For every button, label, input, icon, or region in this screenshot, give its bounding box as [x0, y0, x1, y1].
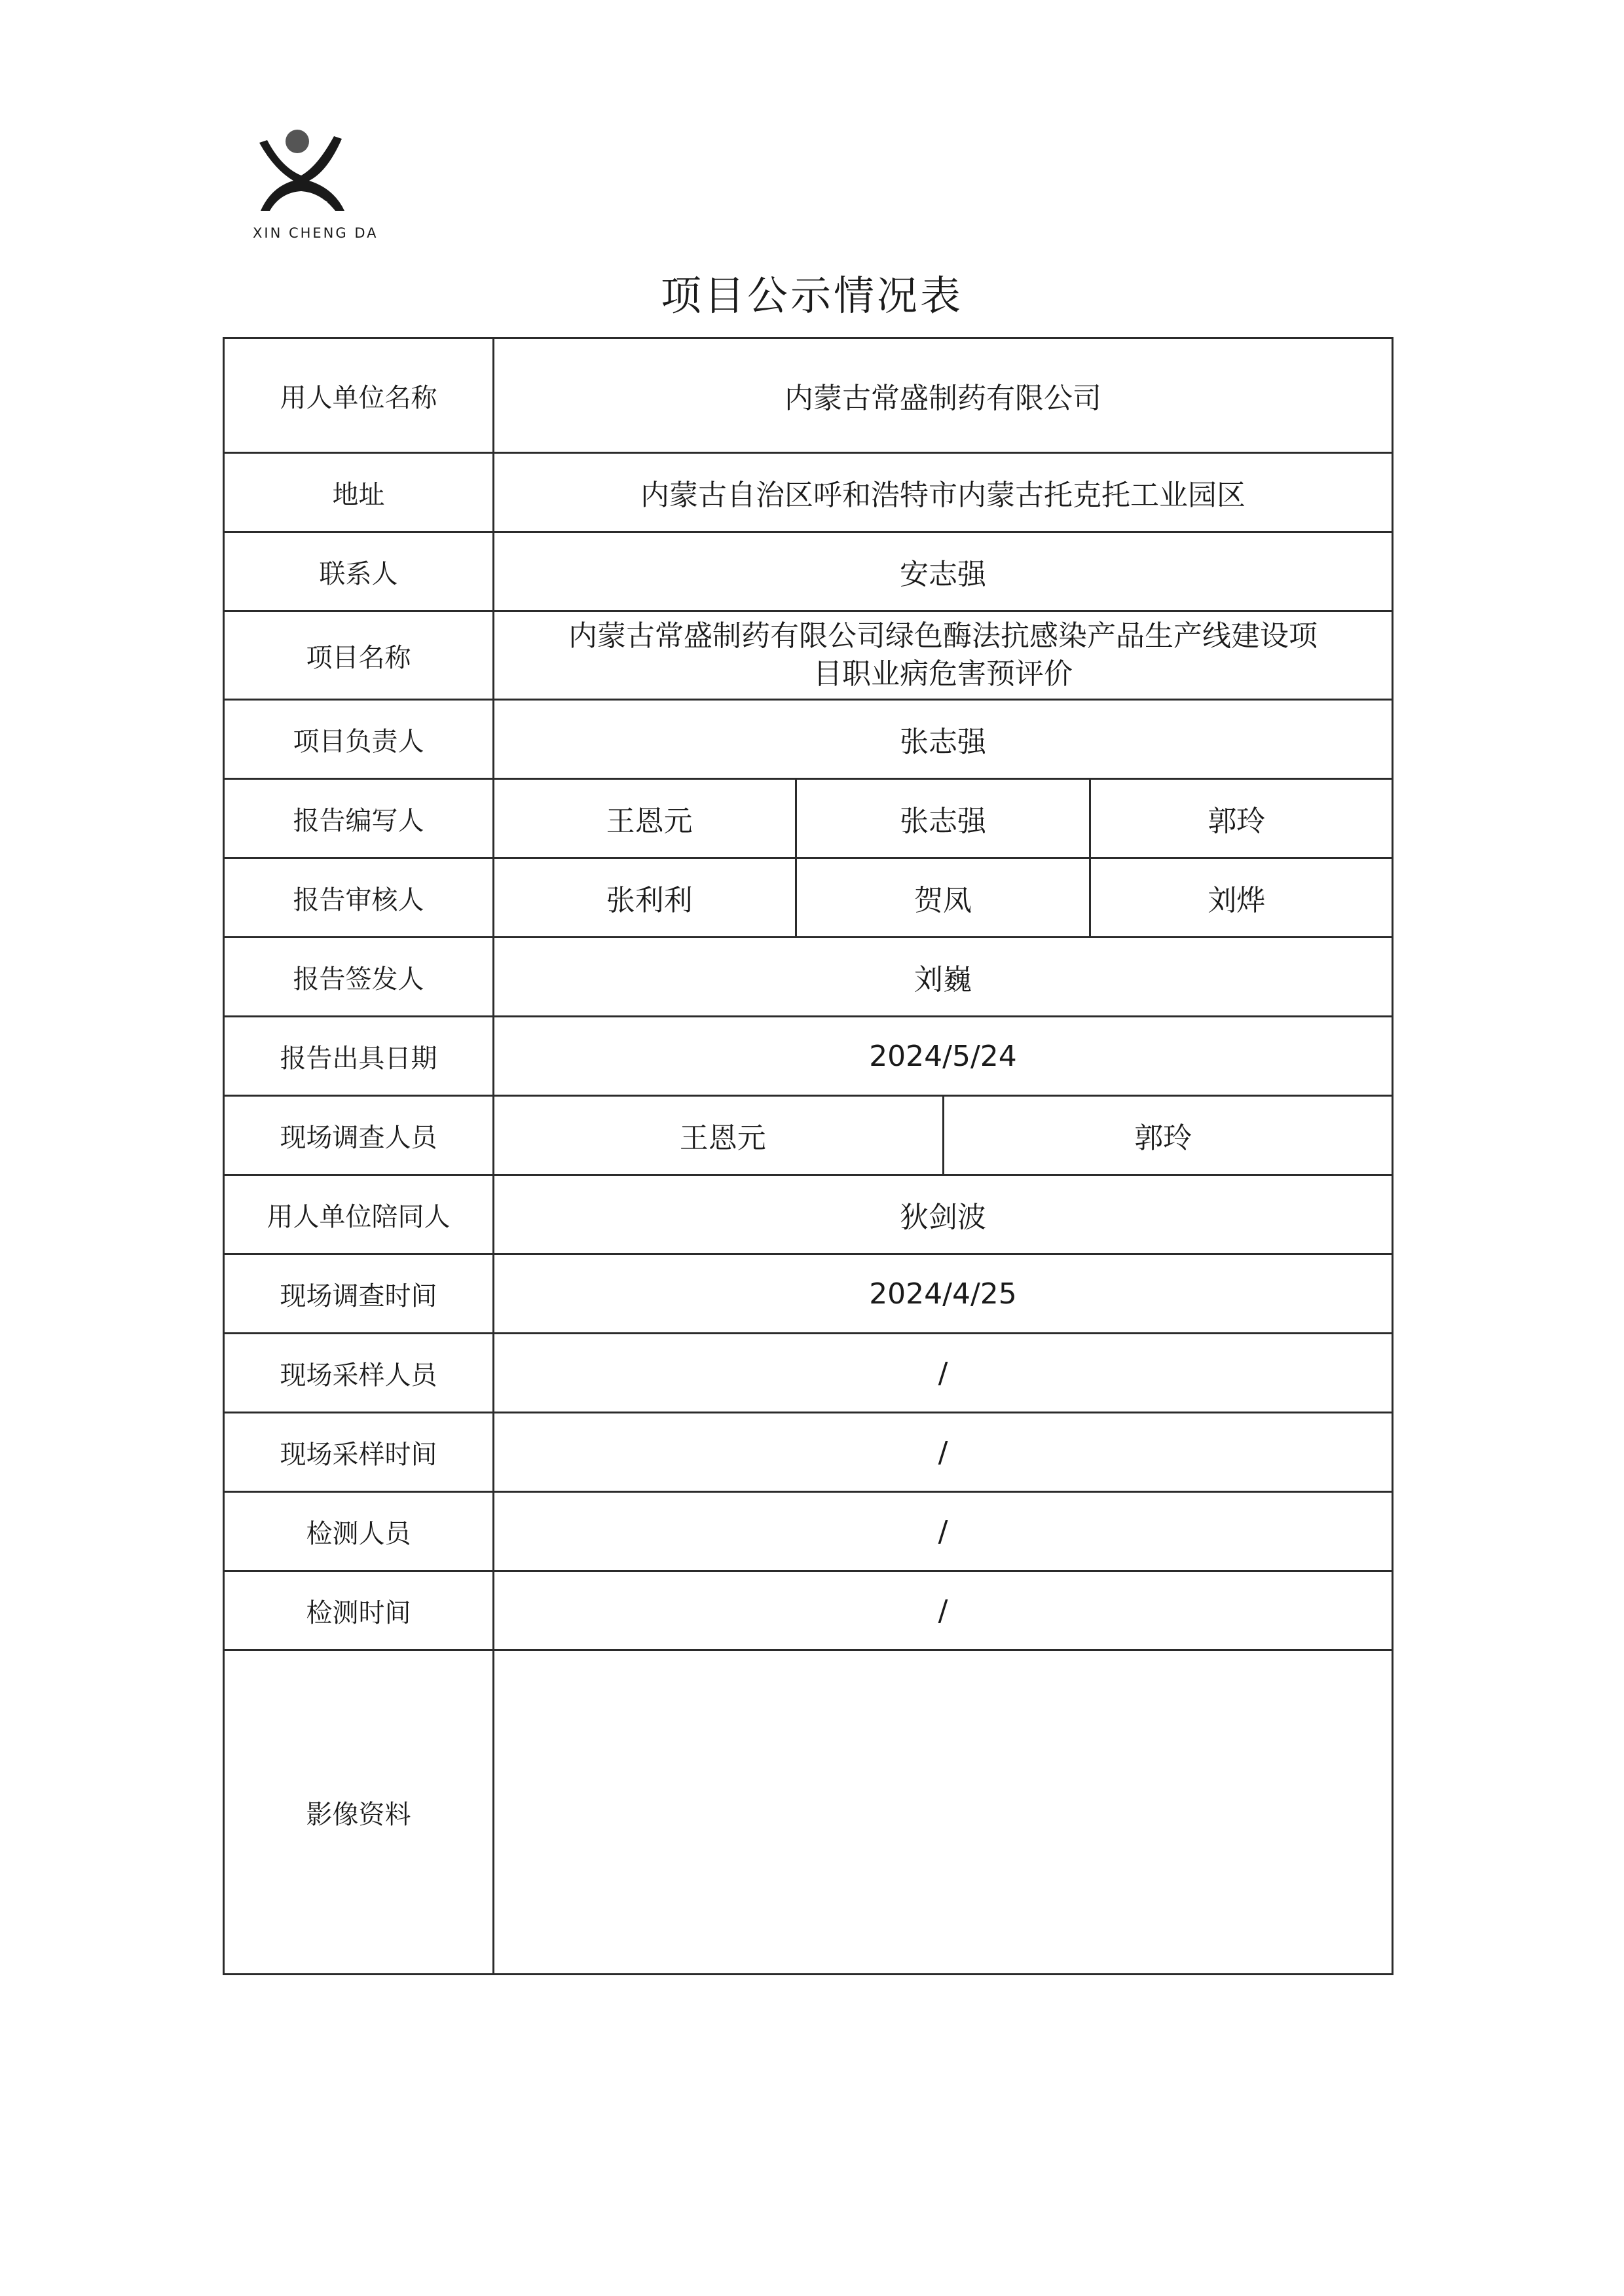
table-row: [224, 1096, 1393, 1175]
project-name-line-2: 目职业病危害预评价: [813, 657, 1073, 691]
survey-staff-values: [494, 1096, 1393, 1175]
report-date-label: 报告出具日期: [224, 1017, 494, 1096]
employer-escort-label: 用人单位陪同人: [224, 1175, 494, 1254]
table-row: [224, 338, 1393, 453]
document-title: 项目公示情况表: [660, 272, 963, 319]
table-row: [224, 1571, 1393, 1650]
project-name-label: 项目名称: [224, 611, 494, 700]
report-writers-values: [494, 779, 1393, 858]
testing-staff-value: /: [494, 1492, 1393, 1571]
project-lead-value: 张志强: [494, 700, 1393, 779]
employer-label: 用人单位名称: [224, 338, 494, 453]
report-reviewer-3: 刘烨: [1089, 859, 1382, 936]
address-label: 地址: [224, 453, 494, 532]
sampling-date-label: 现场采样时间: [224, 1413, 494, 1492]
company-logo: [244, 128, 378, 247]
table-row: [224, 532, 1393, 611]
report-date-value: 2024/5/24: [494, 1017, 1393, 1096]
report-issuer-value: 刘巍: [494, 938, 1393, 1017]
survey-staff-label: 现场调查人员: [224, 1096, 494, 1175]
project-name-value: [494, 611, 1393, 700]
contact-value: 安志强: [494, 532, 1393, 611]
logo-figure-icon: [255, 128, 354, 220]
testing-date-label: 检测时间: [224, 1571, 494, 1650]
project-info-table: [223, 337, 1393, 1975]
testing-date-value: /: [494, 1571, 1393, 1650]
report-reviewer-2: 贺凤: [795, 859, 1088, 936]
survey-date-value: 2024/4/25: [494, 1254, 1393, 1334]
employer-value: 内蒙古常盛制药有限公司: [494, 338, 1393, 453]
report-writer-3: 郭玲: [1089, 780, 1382, 857]
survey-date-label: 现场调查时间: [224, 1254, 494, 1334]
report-issuer-label: 报告签发人: [224, 938, 494, 1017]
table-row: [224, 1413, 1393, 1492]
employer-escort-value: 狄剑波: [494, 1175, 1393, 1254]
project-name-line-1: 内蒙古常盛制药有限公司绿色酶法抗感染产品生产线建设项: [568, 619, 1318, 653]
table-row: [224, 779, 1393, 858]
table-row: [224, 1334, 1393, 1413]
table-row: [224, 938, 1393, 1017]
table-row: [224, 611, 1393, 700]
sampling-date-value: /: [494, 1413, 1393, 1492]
report-reviewers-values: [494, 858, 1393, 938]
report-writer-1: 王恩元: [606, 805, 693, 838]
table-row: [224, 1017, 1393, 1096]
logo-text: XIN CHENG DA: [253, 225, 378, 241]
survey-staff-2: 郭玲: [942, 1097, 1383, 1174]
table-row: [224, 453, 1393, 532]
table-row: [224, 1254, 1393, 1334]
contact-label: 联系人: [224, 532, 494, 611]
survey-staff-1: 王恩元: [679, 1121, 766, 1155]
table-row: [224, 1650, 1393, 1975]
sampling-staff-value: /: [494, 1334, 1393, 1413]
project-lead-label: 项目负责人: [224, 700, 494, 779]
sampling-staff-label: 现场采样人员: [224, 1334, 494, 1413]
report-reviewer-1: 张利利: [606, 884, 693, 917]
address-value: 内蒙古自治区呼和浩特市内蒙古托克托工业园区: [494, 453, 1393, 532]
table-row: [224, 700, 1393, 779]
images-value: [494, 1650, 1393, 1975]
table-row: [224, 1175, 1393, 1254]
report-reviewers-label: 报告审核人: [224, 858, 494, 938]
table-row: [224, 1492, 1393, 1571]
report-writer-2: 张志强: [795, 780, 1088, 857]
table-row: [224, 858, 1393, 938]
testing-staff-label: 检测人员: [224, 1492, 494, 1571]
images-label: 影像资料: [224, 1650, 494, 1975]
report-writers-label: 报告编写人: [224, 779, 494, 858]
